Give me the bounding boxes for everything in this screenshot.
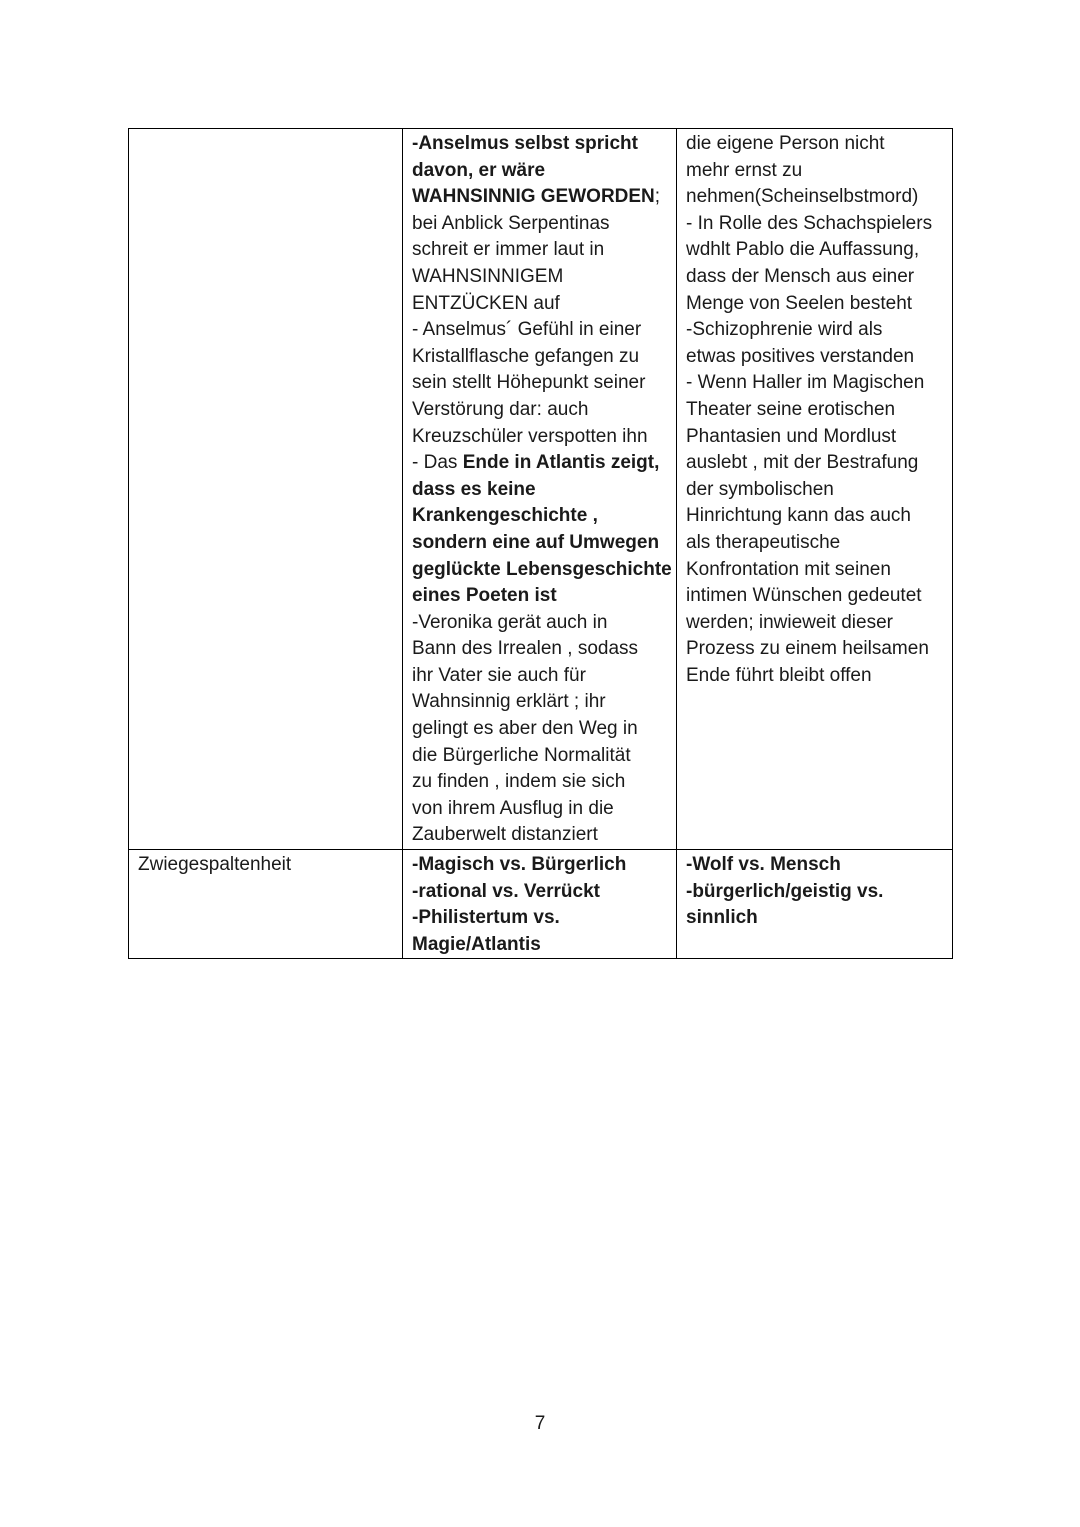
text-segment: Hinrichtung kann das auch	[686, 505, 911, 527]
text-line	[412, 317, 668, 344]
text-segment: die eigene Person nicht	[686, 133, 885, 154]
text-line	[686, 264, 944, 291]
text-segment: - In Rolle des Schachspielers	[686, 212, 933, 234]
text-line	[686, 879, 944, 906]
text-segment: intimen Wünschen gedeutet	[686, 585, 922, 607]
table-row	[129, 850, 953, 959]
text-line	[686, 557, 944, 584]
text-line	[412, 796, 668, 823]
text-segment: dass der Mensch aus einer	[686, 265, 915, 287]
text-segment: zu finden , indem sie sich	[412, 771, 626, 793]
text-segment: Theater seine erotischen	[686, 398, 896, 420]
text-line	[412, 932, 668, 959]
text-segment: die Bürgerliche Normalität	[412, 744, 631, 766]
text-segment: als therapeutische	[686, 531, 841, 553]
text-line	[412, 583, 668, 610]
text-segment: auslebt , mit der Bestrafung	[686, 452, 919, 474]
text-line	[686, 852, 944, 879]
text-segment: mehr ernst zu	[686, 159, 803, 181]
text-line	[412, 663, 668, 690]
text-segment: Verstörung dar: auch	[412, 398, 589, 420]
text-segment: Zwiegespaltenheit	[138, 854, 292, 876]
text-line	[412, 879, 668, 906]
text-line	[412, 610, 668, 637]
bold-text: -Philistertum vs.	[412, 907, 560, 929]
text-line	[686, 610, 944, 637]
text-line	[138, 852, 394, 879]
table-cell-topic	[129, 129, 403, 850]
text-line	[686, 211, 944, 238]
text-line	[686, 397, 944, 424]
text-line	[412, 211, 668, 238]
comparison-table	[128, 128, 953, 959]
text-line	[412, 450, 668, 477]
bold-text: Ende in Atlantis zeigt,	[462, 452, 660, 474]
bold-text: -Wolf vs. Mensch	[686, 854, 841, 876]
text-segment: schreit er immer laut in	[412, 239, 605, 261]
text-segment: -Schizophrenie wird als	[686, 319, 883, 341]
text-segment: Bann des Irrealen , sodass	[412, 638, 639, 660]
text-line	[412, 237, 668, 264]
text-line	[412, 158, 668, 185]
text-segment: Menge von Seelen besteht	[686, 292, 913, 314]
bold-text: -bürgerlich/geistig vs.	[686, 880, 884, 902]
text-line	[412, 822, 668, 849]
table-row	[129, 129, 953, 850]
table-cell-topic	[129, 850, 403, 959]
page-number: 7	[534, 1413, 546, 1434]
bold-text: dass es keine	[412, 478, 536, 500]
text-segment: - Anselmus´ Gefühl in einer	[412, 319, 642, 341]
text-line	[412, 503, 668, 530]
bold-text: davon, er wäre	[412, 159, 546, 181]
text-line	[686, 184, 944, 211]
text-line	[412, 557, 672, 584]
text-line	[686, 663, 944, 690]
text-line	[412, 397, 668, 424]
text-line	[686, 237, 944, 264]
text-line	[412, 530, 668, 557]
bold-text: sinnlich	[686, 907, 758, 929]
text-segment: nehmen(Scheinselbstmord)	[686, 186, 919, 208]
text-line	[686, 344, 944, 371]
text-segment: werden; inwieweit dieser	[686, 611, 893, 633]
text-line	[686, 424, 944, 451]
text-line	[412, 905, 668, 932]
text-line	[686, 317, 944, 344]
bold-text: eines Poeten ist	[412, 585, 557, 607]
bold-text: Krankengeschichte ,	[412, 505, 598, 527]
text-line	[412, 131, 668, 158]
bold-text: -Magisch vs. Bürgerlich	[412, 854, 627, 876]
text-line	[412, 184, 668, 211]
bold-text: WAHNSINNIG GEWORDEN	[412, 186, 655, 208]
text-segment: wdhlt Pablo die Auffassung,	[686, 239, 920, 261]
text-line	[686, 450, 944, 477]
text-line	[412, 743, 668, 770]
text-segment: ;	[654, 186, 661, 208]
text-line	[412, 344, 668, 371]
text-segment: Zauberwelt distanziert	[412, 824, 598, 846]
text-line	[412, 291, 668, 318]
text-line	[412, 852, 668, 879]
text-segment: ihr Vater sie auch für	[412, 664, 586, 686]
text-segment: Wahnsinnig erklärt ; ihr	[412, 691, 606, 713]
text-line	[412, 264, 668, 291]
bold-text: -Anselmus selbst spricht	[412, 133, 638, 154]
table-cell-goldener-topf	[403, 129, 677, 850]
text-line	[686, 158, 944, 185]
text-line	[686, 636, 944, 663]
text-line	[412, 716, 668, 743]
text-segment: - Wenn Haller im Magischen	[686, 372, 925, 394]
text-line	[686, 131, 944, 158]
text-line	[412, 636, 668, 663]
table-cell-goldener-topf	[403, 850, 677, 959]
text-segment: sein stellt Höhepunkt seiner	[412, 372, 646, 394]
text-segment: -Veronika gerät auch in	[412, 611, 608, 633]
text-line	[412, 370, 668, 397]
text-line	[412, 424, 668, 451]
bold-text: -rational vs. Verrückt	[412, 880, 600, 902]
text-line	[686, 370, 944, 397]
text-segment: gelingt es aber den Weg in	[412, 718, 638, 740]
text-line	[686, 503, 944, 530]
text-segment: Konfrontation mit seinen	[686, 558, 891, 580]
text-segment: Phantasien und Mordlust	[686, 425, 897, 447]
bold-text: sondern eine auf Umwegen	[412, 531, 660, 553]
text-segment: der symbolischen	[686, 478, 834, 500]
text-segment: etwas positives verstanden	[686, 345, 915, 367]
table-cell-steppenwolf	[677, 850, 953, 959]
text-segment: bei Anblick Serpentinas	[412, 212, 610, 234]
bold-text: geglückte Lebensgeschichte	[412, 558, 672, 580]
text-line	[686, 905, 944, 932]
text-segment: Prozess zu einem heilsamen	[686, 638, 929, 660]
text-line	[412, 477, 668, 504]
text-line	[686, 530, 944, 557]
text-segment: von ihrem Ausflug in die	[412, 797, 614, 819]
text-segment: ENTZÜCKEN auf	[412, 292, 560, 314]
text-segment: WAHNSINNIGEM	[412, 265, 564, 287]
text-segment: Kristallflasche gefangen zu	[412, 345, 640, 367]
text-line	[686, 583, 944, 610]
text-line	[412, 769, 668, 796]
text-line	[686, 291, 944, 318]
text-segment: - Das	[412, 452, 463, 474]
text-segment: Ende führt bleibt offen	[686, 664, 872, 686]
text-line	[412, 689, 668, 716]
text-segment: Kreuzschüler verspotten ihn	[412, 425, 648, 447]
text-line	[686, 477, 944, 504]
table-cell-steppenwolf	[677, 129, 953, 850]
bold-text: Magie/Atlantis	[412, 933, 541, 955]
